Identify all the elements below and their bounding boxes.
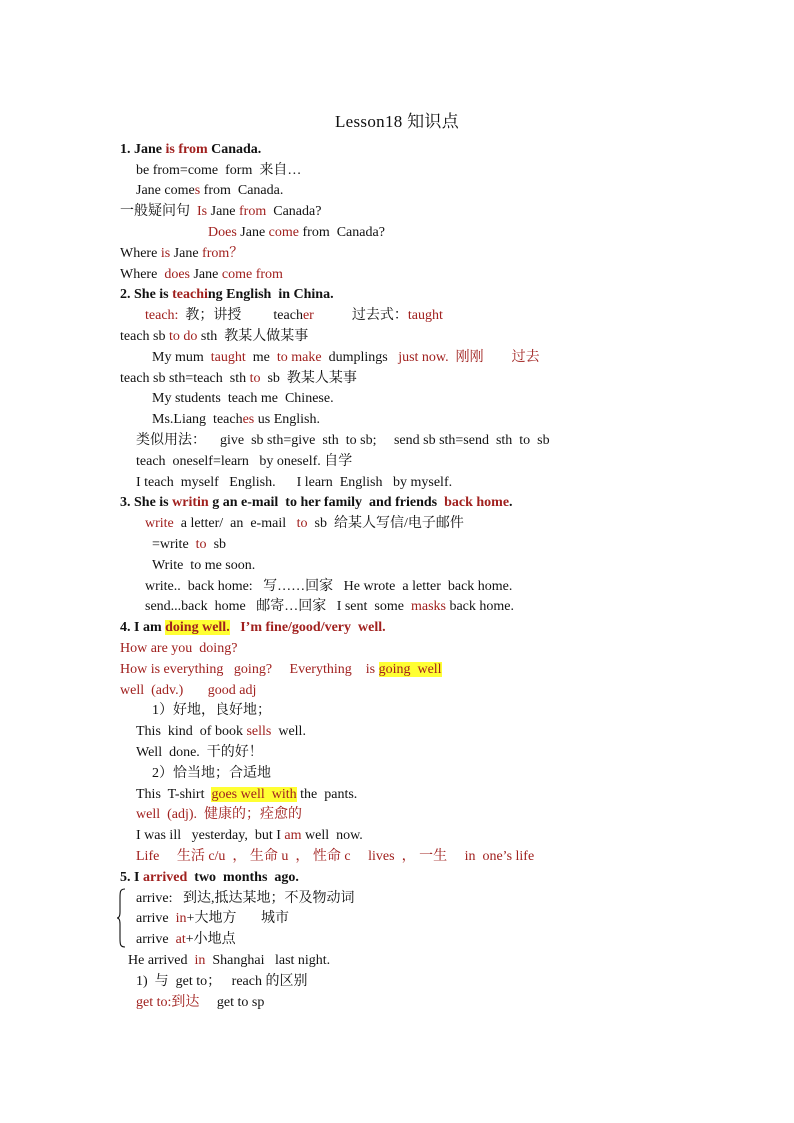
text-line: I teach myself English. I learn English by myself. (136, 475, 453, 490)
text-line: 一般疑问句 Is Jane from Canada? (120, 204, 322, 219)
section-3-heading: 3. She is writin g an e-mail to her family and friends back home. (120, 495, 513, 510)
text-line: 类似用法： give sb sth=give sth to sb; send sb sth=send sth to sb (136, 433, 550, 448)
text-line: well (adv.) good adj (120, 683, 257, 698)
text-line: teach oneself=learn by oneself. 自学 (136, 454, 353, 469)
curly-brace-icon (116, 888, 126, 948)
text-line: Well done. 干的好！ (136, 745, 263, 760)
text-line: Write to me soon. (152, 558, 256, 573)
text-line: well (adj). 健康的；痊愈的 (136, 807, 303, 822)
text-line: =write to sb (152, 537, 227, 552)
text-line: arrive at+小地点 (136, 932, 236, 947)
text-line: 1）好地，良好地； (152, 703, 271, 718)
text-line: He arrived in Shanghai last night. (128, 953, 331, 968)
highlight-goes-well-with: goes well with (211, 787, 297, 802)
text-line: Life 生活 c/u ， 生命 u ， 性命 c lives ， 一生 in one’s life (136, 849, 535, 864)
text-line: 1) 与 get to； reach 的区别 (136, 974, 308, 989)
text-line: write.. back home: 写……回家 He wrote a letter back home. (145, 579, 513, 594)
text-line: Ms.Liang teaches us English. (152, 412, 320, 427)
text-line: Where does Jane come from (120, 267, 283, 282)
text-line: How are you doing? (120, 641, 238, 656)
text-line: teach sb sth=teach sth to sb 教某人某事 (120, 371, 357, 386)
text-line: teach sb to do sth 教某人做某事 (120, 329, 309, 344)
text-line: Where is Jane from？ (120, 246, 244, 261)
text-line: How is everything going? Everything is going well (120, 662, 442, 677)
text-line: Jane comes from Canada. (136, 183, 284, 198)
section-5-heading: 5. I arrived two months ago. (120, 870, 299, 885)
text-line: write a letter/ an e-mail to sb 给某人写信/电子邮件 (145, 516, 464, 531)
text-line: 2）恰当地；合适地 (152, 766, 271, 781)
text-line: Does Jane come from Canada? (208, 225, 385, 240)
text-line: send...back home 邮寄…回家 I sent some masks back home. (145, 599, 514, 614)
section-1-heading: 1. Jane is from Canada. (120, 142, 262, 157)
text-line: arrive: 到达,抵达某地；不及物动词 (136, 891, 355, 906)
text-line: teach: 教；讲授 teacher 过去式：taught (145, 308, 443, 323)
text-line: be from=come form 来自… (136, 163, 302, 178)
text-line: I was ill yesterday, but I am well now. (136, 828, 363, 843)
section-4-heading: 4. I am doing well. I’m fine/good/very well. (120, 620, 386, 635)
text-line: This T-shirt goes well with the pants. (136, 787, 358, 802)
highlight-going-well: going well (378, 662, 442, 677)
text-line: arrive in+大地方 城市 (136, 911, 289, 926)
text-line: This kind of book sells well. (136, 724, 306, 739)
highlight-doing-well: doing well. (165, 620, 230, 635)
text-line: get to:到达 get to sp (136, 995, 265, 1010)
text-line: My mum taught me to make dumplings just now. 刚刚 过去 (152, 350, 540, 365)
page-title: Lesson18 知识点 (334, 112, 459, 131)
section-2-heading: 2. She is teaching English in China. (120, 287, 334, 302)
text-line: My students teach me Chinese. (152, 391, 334, 406)
